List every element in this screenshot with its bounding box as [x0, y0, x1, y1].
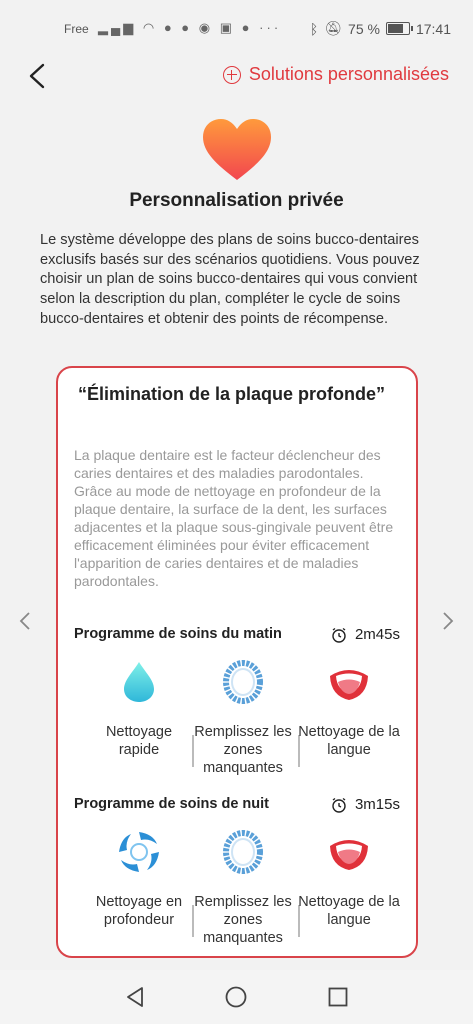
- step-label: Remplissez les zones manquantes: [194, 894, 292, 946]
- night-program-header: [74, 796, 400, 816]
- night-steps: [58, 830, 416, 950]
- more-icon: ···: [259, 20, 282, 35]
- morning-program-title: Programme de soins du matin: [74, 626, 282, 642]
- step-label: Nettoyage de la langue: [298, 724, 400, 758]
- next-plan-chevron-icon[interactable]: [441, 610, 455, 632]
- night-duration-value: 3m15s: [354, 796, 400, 813]
- step-label: Nettoyage de la langue: [298, 894, 400, 928]
- step-label: Nettoyage rapide: [105, 724, 173, 758]
- bluetooth-icon: ᛒ: [309, 20, 319, 37]
- status-icons: [98, 20, 281, 36]
- battery-icon: [386, 22, 410, 35]
- care-plan-card[interactable]: [56, 366, 418, 958]
- solutions-label: Solutions personnalisées: [248, 64, 449, 84]
- morning-duration-value: 2m45s: [354, 626, 400, 643]
- step-label: Nettoyage en profondeur: [95, 894, 183, 928]
- facebook-icon: ●: [241, 20, 253, 35]
- teeth-arch-icon: [221, 830, 265, 874]
- pinterest-icon: ●: [163, 20, 175, 35]
- back-arrow-icon[interactable]: [26, 62, 50, 90]
- card-title: “Élimination de la plaque profonde”: [78, 384, 386, 404]
- step-tongue-clean[interactable]: [294, 660, 404, 759]
- tongue-icon: [327, 660, 371, 704]
- morning-program-header: [74, 626, 400, 646]
- solutions-button[interactable]: [223, 64, 449, 85]
- teeth-arch-icon: [221, 660, 265, 704]
- alarm-clock-icon: [331, 627, 347, 643]
- morning-steps: [58, 660, 416, 780]
- page-description: Le système développe des plans de soins bucco-dentaires exclusifs basés sur des scénarios quotidiens. Vous pouvez choisir un plan de soins bucco-dentaires qui vous convient selon la description du plan, compléter le cycle de soins bucco-dentaires et obtenir des points de récompense.: [40, 232, 420, 327]
- step-quick-clean[interactable]: [84, 660, 194, 759]
- wifi-icon: ◠: [142, 20, 158, 35]
- add-circle-icon: [223, 66, 241, 84]
- night-program-title: Programme de soins de nuit: [74, 796, 269, 812]
- step-label: Remplissez les zones manquantes: [194, 724, 292, 776]
- carrier-label: Free: [64, 22, 89, 36]
- image-icon: ▣: [219, 20, 236, 35]
- step-fill-zones[interactable]: [188, 660, 298, 777]
- nav-home-circle-icon[interactable]: [224, 985, 248, 1009]
- nav-back-triangle-icon[interactable]: [124, 985, 148, 1009]
- swirl-icon: [117, 830, 161, 874]
- status-right: [310, 20, 451, 37]
- water-drop-icon: [117, 660, 161, 704]
- heart-icon: [202, 118, 272, 182]
- spotify-icon: ●: [181, 20, 193, 35]
- card-description: La plaque dentaire est le facteur déclencheur des caries dentaires et des maladies parodontales. Grâce au mode de nettoyage en profondeur de la plaque dentaire, la surface de la dent, les surfaces adjacentes et la plaque sous-gingivale peuvent être efficacement éliminées pour éviter efficacement l'apparition de caries dentaires et de maladies parodontales.: [74, 447, 394, 589]
- mute-icon: 🔕︎: [324, 20, 343, 36]
- tongue-icon: [327, 830, 371, 874]
- night-duration: [331, 796, 400, 813]
- status-bar: [0, 0, 473, 60]
- nav-recent-square-icon[interactable]: [326, 985, 350, 1009]
- step-deep-clean[interactable]: [84, 830, 194, 929]
- signal-icon: ▂▄▆: [98, 20, 137, 35]
- step-fill-zones[interactable]: [188, 830, 298, 947]
- page-title: Personnalisation privée: [129, 190, 344, 211]
- system-nav-bar: [0, 970, 473, 1024]
- previous-plan-chevron-icon[interactable]: [18, 610, 32, 632]
- clock: 17:41: [415, 20, 451, 37]
- step-tongue-clean[interactable]: [294, 830, 404, 929]
- alarm-clock-icon: [331, 797, 347, 813]
- battery-percent: 75 %: [348, 20, 380, 37]
- morning-duration: [331, 626, 400, 643]
- sync-icon: ◉: [198, 20, 214, 35]
